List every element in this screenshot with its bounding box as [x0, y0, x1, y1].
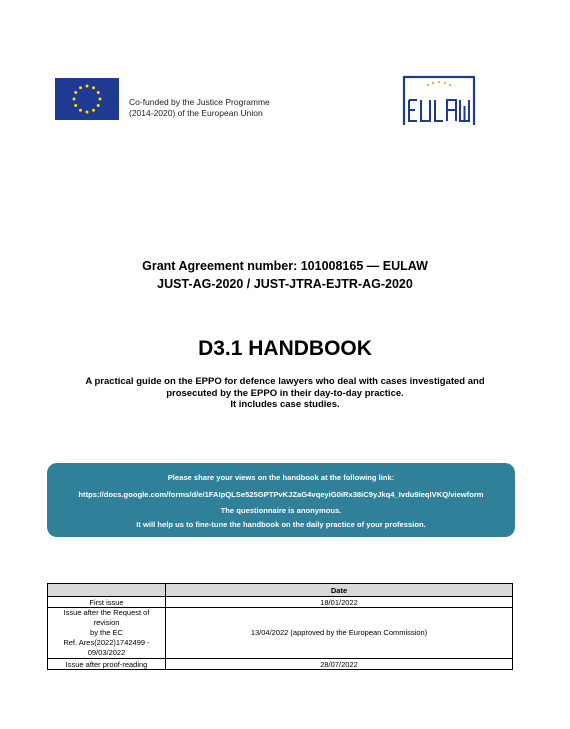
cofunded-line-2: (2014-2020) of the European Union — [129, 108, 263, 118]
table-header-row — [48, 584, 513, 597]
subtitle-line-1: A practical guide on the EPPO for defence lawyers who deal with cases investigated and — [85, 376, 485, 387]
eu-star — [92, 86, 95, 89]
eu-star — [99, 98, 102, 101]
eu-star — [79, 86, 82, 89]
row-label-line: by the EC — [90, 628, 123, 637]
eulaw-logo — [402, 73, 476, 125]
grant-agreement-number: Grant Agreement number: 101008165 — EULAW — [142, 259, 428, 273]
document-subtitle — [60, 376, 510, 411]
document-title: D3.1 HANDBOOK — [198, 337, 372, 360]
questionnaire-link[interactable]: https://docs.google.com/forms/d/e/1FAIpQLSe525GPTPvKJZaG4vqeyiG0iRx38iC9yJkq4_Ivdu9ieqIVKQ/viewform — [78, 490, 484, 499]
grant-call-reference: JUST-AG-2020 / JUST-JTRA-EJTR-AG-2020 — [157, 277, 413, 291]
row-label-line: First issue — [89, 597, 124, 607]
eu-flag-icon — [55, 78, 119, 120]
eu-star — [97, 104, 100, 107]
banner-purpose-note: It will help us to fine-tune the handbook on the daily practice of your profession. — [136, 520, 426, 529]
row-label-line: 09/03/2022 — [87, 648, 126, 657]
row-label-line: Issue after the Request of revision — [63, 608, 150, 627]
row-label — [48, 659, 166, 670]
row-date: 28/07/2022 — [166, 659, 513, 670]
eu-star — [86, 111, 89, 114]
table-header-date: Date — [166, 584, 513, 597]
table-row — [48, 597, 513, 608]
row-label-line: Issue after proof-reading — [65, 659, 148, 669]
eu-star — [74, 104, 77, 107]
row-date: 13/04/2022 (approved by the European Commission) — [166, 608, 513, 659]
row-label-line: Ref. Ares(2022)1742499 - — [63, 638, 150, 647]
eu-star — [73, 98, 76, 101]
eu-star — [79, 109, 82, 112]
row-label — [48, 608, 166, 659]
banner-anonymous-note: The questionnaire is anonymous. — [220, 506, 342, 515]
eu-star — [92, 109, 95, 112]
table-row — [48, 608, 513, 659]
revision-history-table — [47, 583, 513, 670]
subtitle-line-3: It includes case studies. — [230, 399, 340, 410]
feedback-banner — [47, 463, 515, 537]
cofunded-line-1: Co-funded by the Justice Programme — [129, 97, 270, 107]
eu-star — [86, 85, 89, 88]
eu-star — [74, 91, 77, 94]
table-header-blank — [48, 584, 166, 597]
subtitle-line-2: prosecuted by the EPPO in their day-to-day practice. — [166, 387, 404, 399]
cofunded-text — [129, 97, 270, 119]
row-label — [48, 597, 166, 608]
banner-prompt: Please share your views on the handbook at the following link: — [167, 473, 395, 482]
table-row — [48, 659, 513, 670]
row-date: 18/01/2022 — [166, 597, 513, 608]
eu-star — [97, 91, 100, 94]
